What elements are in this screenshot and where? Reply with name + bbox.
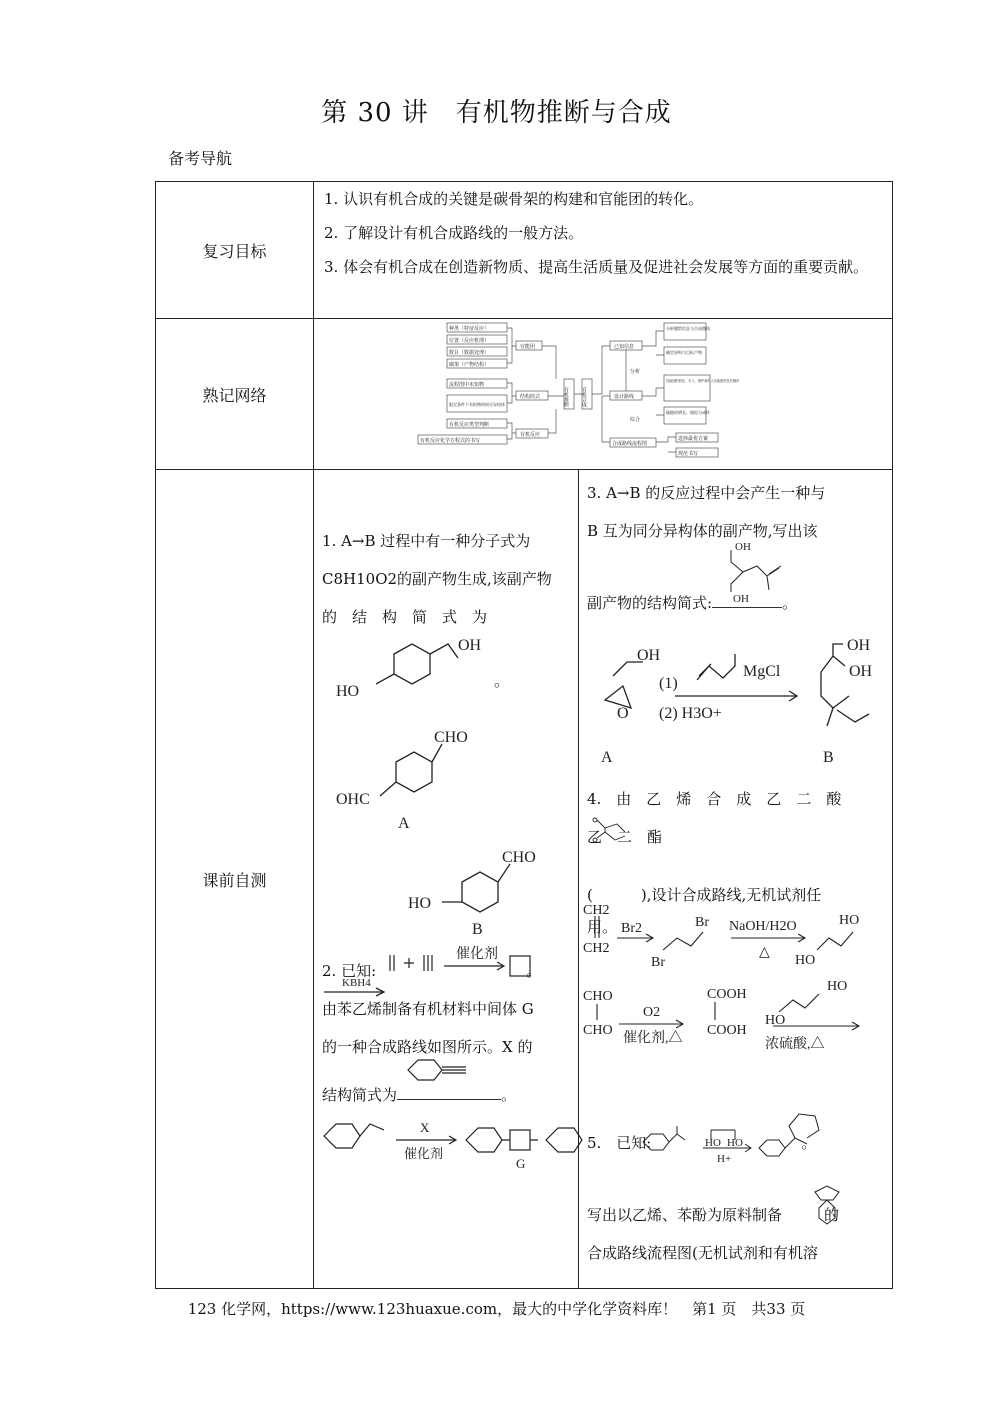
q5-line2-end: 的 (824, 1206, 840, 1224)
nav-label: 备考导航 (168, 149, 233, 168)
q2-line3: 的一种合成路线如图所示。X 的 (322, 1038, 533, 1056)
q3-reaction (587, 626, 873, 768)
goals-row (156, 182, 893, 319)
q3-step1: (1) (659, 675, 678, 692)
net-right-1: 确定原料与目标产物 (666, 350, 702, 355)
q4-naoh: NaOH/H2O (729, 919, 797, 934)
q4-route (583, 902, 873, 1112)
q4-ho-a: HO (839, 913, 860, 928)
net-rmid-0: 已知信息 (614, 344, 635, 350)
q1-end: 。 (494, 673, 511, 690)
net-mid-2: 有机反应 (520, 432, 541, 438)
q1b-cho: CHO (502, 849, 536, 866)
net-mid-1: 结构简式 (520, 394, 541, 400)
goals-content (314, 182, 893, 319)
q4-cooh-b: COOH (707, 1023, 747, 1038)
q5-reaction (639, 1104, 869, 1174)
net-synth: 综合 (630, 417, 641, 423)
selftest-left-column (314, 470, 579, 1288)
net-rmid-1: 设计路线 (614, 394, 635, 400)
q5-line3: 合成路线流程图(无机试剂和有机溶 (587, 1244, 818, 1262)
net-mid-0: 官能团 (520, 344, 536, 350)
net-right-5: 规范书写 (678, 451, 699, 457)
net-analyze: 分析 (630, 369, 641, 375)
net-right-3: 碳链的增长、缩短与成环 (666, 410, 710, 415)
q4-br-a: Br (695, 915, 709, 930)
net-left-3: 碳架（产物结构） (449, 362, 490, 368)
q3-answer-structure (719, 538, 809, 608)
q1-ho: HO (336, 683, 360, 700)
q2-x: X (420, 1120, 430, 1135)
net-left-6: 有机反应类型判断 (449, 422, 490, 428)
net-left-5: 限定条件下有机物的同分异构体 (449, 402, 505, 407)
goal-item: 3. 体会有机合成在创造新物质、提高生活质量及促进社会发展等方面的重要贡献。 (324, 258, 869, 276)
q4-cho-a: CHO (583, 989, 613, 1004)
q5-ho-b: HO (727, 1137, 743, 1149)
goals-label: 复习目标 (156, 182, 314, 319)
q2-line4-text: 结构简式为 (322, 1086, 398, 1104)
q3-a-o: O (617, 705, 629, 722)
q1b-ho: HO (408, 895, 432, 912)
net-right-2: 官能团的转化、引入、保护和引入官能团的先后顺序 (666, 379, 740, 383)
q3-ans-oh2: OH (733, 593, 749, 605)
q2-known: 2. 已知: (322, 962, 377, 980)
q1-line1: 1. A→B 过程中有一种分子式为 (322, 532, 531, 550)
q4-line1: 4. 由 乙 烯 合 成 乙 二 酸 乙 二 酯 (587, 790, 857, 846)
q4-acid: 浓硫酸,△ (765, 1037, 825, 1052)
net-center-0: 有机推断 (563, 387, 569, 407)
q4-line3: 用。 (587, 918, 618, 936)
net-right-0: 分析题给信息与合成路线 (666, 326, 710, 331)
q1-oh: OH (458, 637, 482, 654)
q4-br2: Br2 (621, 921, 642, 936)
q3-ans-oh1: OH (735, 541, 751, 553)
goal-item: 2. 了解设计有机合成路线的一般方法。 (324, 224, 584, 242)
guide-table (155, 181, 893, 1289)
q4-target-structure (589, 810, 649, 850)
q2-end2: 。 (501, 1086, 517, 1104)
q2-g: G (516, 1156, 526, 1171)
net-left-2: 数目（数据处理） (449, 350, 490, 356)
q1-line3: 的 结 构 简 式 为 (322, 608, 488, 626)
q4-cat: 催化剂,△ (623, 1031, 683, 1046)
q2-line2: 由苯乙烯制备有机材料中间体 G (322, 1000, 534, 1018)
net-center-1: 有机合成 (581, 387, 587, 407)
q3-b-oh2: OH (849, 663, 873, 680)
q3-line2: B 互为同分异构体的副产物,写出该 (587, 522, 818, 540)
q1-text (322, 522, 572, 636)
q3-end: 。 (782, 594, 798, 612)
q2-catalyst2: 催化剂 (404, 1146, 444, 1161)
q2-x-structure (404, 1050, 524, 1090)
q3-b-oh1: OH (847, 637, 871, 654)
q3-line3-text: 副产物的结构简式: (587, 594, 713, 612)
q3-mgcl: MgCl (743, 663, 781, 680)
q4-line2-text: ),设计合成路线,无机试剂任 (640, 886, 822, 904)
q4-ch2-a: CH2 (583, 903, 610, 918)
net-right-4: 选择最优方案 (678, 436, 709, 442)
q4-delta: △ (759, 945, 770, 960)
goal-item: 1. 认识有机合成的关键是碳骨架的构建和官能团的转化。 (324, 190, 704, 208)
q1a-ohc: OHC (336, 791, 370, 808)
knowledge-network-diagram (420, 321, 744, 467)
q2-reaction (384, 932, 578, 977)
net-left-7: 有机反应化学方程式的书写 (420, 438, 481, 444)
net-left-1: 位置（反应机理） (449, 338, 490, 344)
q1-line2-text: 的副产物生成,该副产物 (397, 570, 552, 588)
q3-a-oh: OH (637, 647, 661, 664)
selftest-content (314, 470, 893, 1289)
q4-ho-d: HO (765, 1013, 786, 1028)
q4-br-b: Br (651, 955, 665, 970)
net-rmid-2: 合成路线流程图 (612, 441, 648, 447)
q2-end: 。 (526, 962, 542, 980)
q3-line1: 3. A→B 的反应过程中会产生一种与 (587, 484, 826, 502)
selftest-row (156, 470, 893, 1289)
network-row (156, 319, 893, 470)
selftest-label: 课前自测 (156, 470, 314, 1289)
net-left-4: 流程图中未知物 (449, 382, 485, 388)
network-label: 熟记网络 (156, 319, 314, 470)
q5-ho-a: HO (705, 1137, 721, 1149)
q3-label-a: A (601, 749, 613, 766)
selftest-right-column (579, 470, 873, 1288)
q1-label-b: B (472, 921, 483, 938)
q4-cooh-a: COOH (707, 987, 747, 1002)
network-diagram-cell (314, 319, 893, 470)
q4-ho-c: HO (827, 979, 848, 994)
q2-catalyst: 催化剂 (456, 947, 498, 962)
page-title: 第 30 讲 有机物推断与合成 (321, 98, 672, 128)
q5-end: 。 (801, 1134, 817, 1152)
q3-step2: (2) H3O+ (659, 705, 722, 722)
footer: 123 化学网，https://www.123huaxue.com，最大的中学化学资料库！ 第1 页 共33 页 (187, 1300, 806, 1318)
q5-target-structure (807, 1178, 847, 1228)
q4-cho-b: CHO (583, 1023, 613, 1038)
q5-line2-text: 写出以乙烯、苯酚为原料制备 (587, 1206, 783, 1224)
q1-kbh4: KBH4 (342, 977, 371, 989)
q1-label-a: A (398, 815, 410, 832)
q4-ho-b: HO (795, 953, 816, 968)
q3-label-b: B (823, 749, 834, 766)
net-left-0: 种类（特征反应） (449, 326, 490, 332)
q4-ch2-b: CH2 (583, 941, 610, 956)
q1-formula: C8H10O2 (322, 570, 398, 588)
q5-known: 5. 已知: (587, 1134, 652, 1152)
q1-line2 (322, 560, 572, 598)
q4-o2: O2 (643, 1005, 661, 1020)
q1a-cho: CHO (434, 729, 468, 746)
q4-line2: ( ),设计合成路线,无机试剂任 (587, 886, 822, 904)
q5-h: H+ (717, 1153, 732, 1165)
q2-scheme (320, 1110, 578, 1180)
